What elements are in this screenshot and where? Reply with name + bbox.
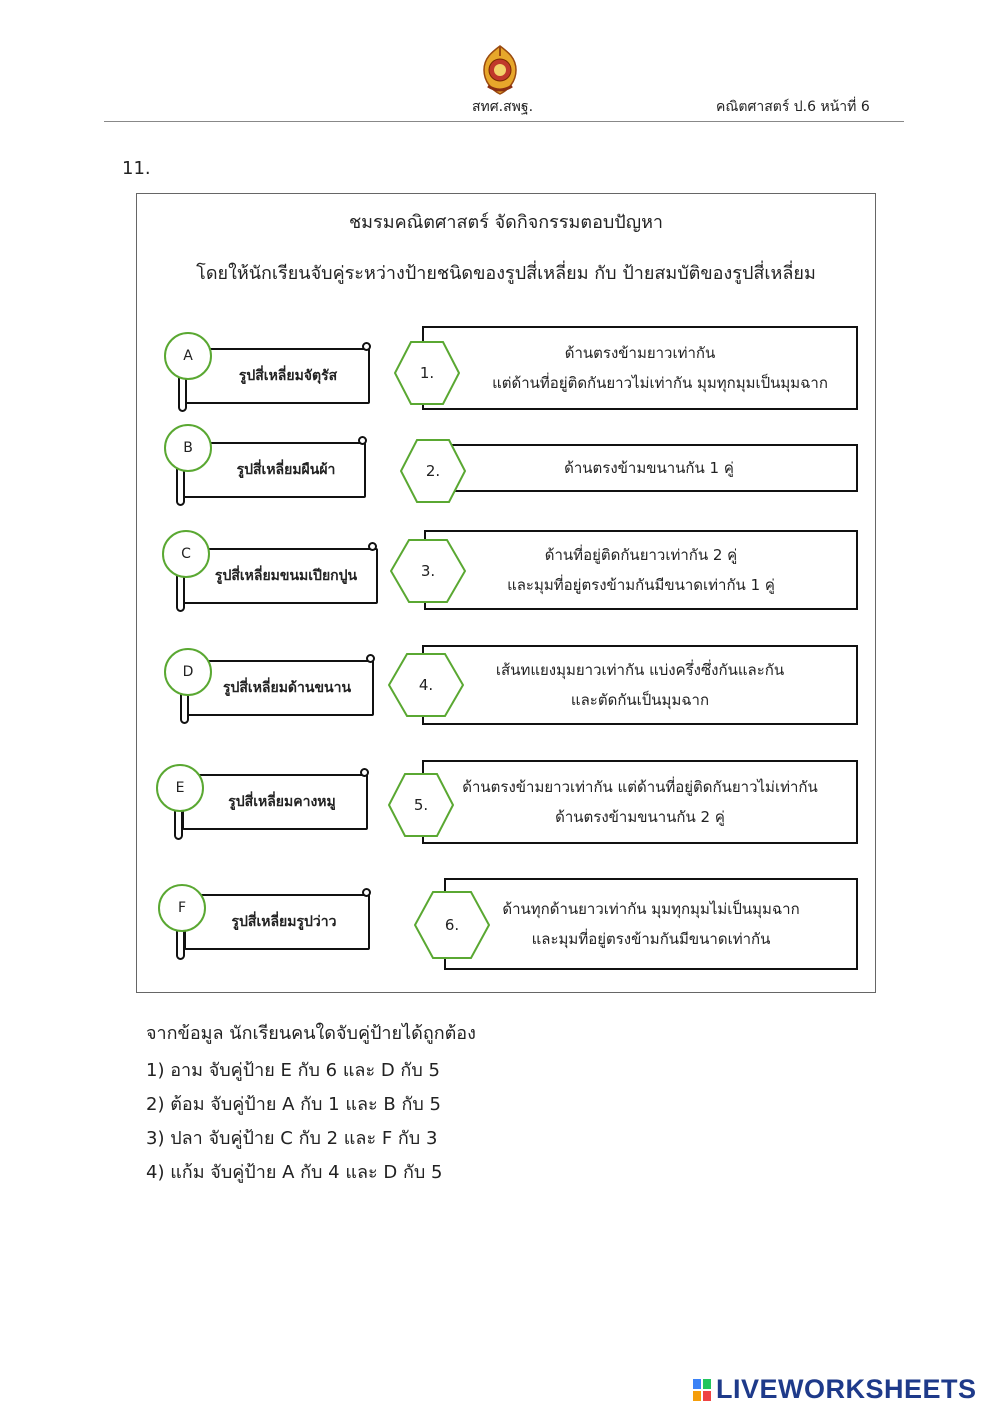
scroll-banner [186, 660, 374, 716]
hexagon-number: 5. [413, 796, 429, 814]
shape-name-label: รูปสี่เหลี่ยมขนมเปียกปูน [214, 568, 358, 584]
number-hexagon-3 [390, 538, 456, 604]
question-title-line1: ชมรมคณิตศาสตร์ จัดกิจกรรมตอบปัญหา [348, 212, 664, 233]
letter-circle: E [156, 764, 204, 812]
letter-circle: B [164, 424, 212, 472]
left-label-e [170, 772, 380, 844]
property-line2: แต่ด้านที่อยู่ติดกันยาวไม่เท่ากัน มุมทุกมุมเป็นมุมฉาก [492, 374, 828, 392]
property-box-2 [440, 444, 858, 492]
letter-circle: F [158, 884, 206, 932]
scroll-curl [358, 436, 367, 445]
liveworksheets-icon [692, 1378, 712, 1402]
shape-name-label: รูปสี่เหลี่ยมคางหมู [228, 794, 336, 810]
shape-name-label: รูปสี่เหลี่ยมรูปว่าว [231, 914, 337, 930]
scroll-curl [362, 342, 371, 351]
property-line1: ด้านตรงข้ามยาวเท่ากัน แต่ด้านที่อยู่ติดกันยาวไม่เท่ากัน [462, 778, 818, 796]
liveworksheets-wordmark: LIVEWORKSHEETS [716, 1374, 977, 1404]
property-line1: ด้านทุกด้านยาวเท่ากัน มุมทุกมุมไม่เป็นมุมฉาก [502, 900, 800, 918]
left-label-c [172, 544, 382, 616]
property-line1: ด้านที่อยู่ติดกันยาวเท่ากัน 2 คู่ [544, 546, 738, 564]
liveworksheets-logo [692, 1374, 977, 1405]
scroll-curl [368, 542, 377, 551]
answer-option-2[interactable]: 2) ต้อม จับคู่ป้าย A กับ 1 และ B กับ 5 [146, 1093, 441, 1115]
scroll-curl [360, 768, 369, 777]
property-line2: และตัดกันเป็นมุมฉาก [570, 691, 710, 709]
shape-name-label: รูปสี่เหลี่ยมด้านขนาน [222, 680, 352, 696]
hexagon-number: 6. [444, 916, 460, 934]
property-line1: ด้านตรงข้ามขนานกัน 1 คู่ [564, 459, 734, 477]
scroll-banner [182, 548, 378, 604]
school-emblem-logo [478, 44, 522, 96]
property-box-4 [422, 645, 858, 725]
hexagon-number: 1. [419, 364, 435, 382]
scroll-banner [182, 774, 368, 830]
letter-circle: A [164, 332, 212, 380]
hexagon-number: 2. [425, 462, 441, 480]
number-hexagon-2 [400, 438, 466, 504]
answer-option-3[interactable]: 3) ปลา จับคู่ป้าย C กับ 2 และ F กับ 3 [146, 1127, 438, 1149]
property-line2: ด้านตรงข้ามขนานกัน 2 คู่ [555, 808, 725, 826]
letter-circle: D [164, 648, 212, 696]
number-hexagon-6 [414, 890, 480, 956]
scroll-banner [184, 894, 370, 950]
answer-option-4[interactable]: 4) แก้ม จับคู่ป้าย A กับ 4 และ D กับ 5 [146, 1161, 443, 1183]
left-label-b [170, 434, 380, 506]
number-hexagon-5 [388, 772, 454, 838]
left-label-a [170, 340, 380, 412]
question-title-line2: โดยให้นักเรียนจับคู่ระหว่างป้ายชนิดของรูปสี่เหลี่ยม กับ ป้ายสมบัติของรูปสี่เหลี่ยม [196, 263, 816, 284]
answer-option-1[interactable]: 1) อาม จับคู่ป้าย E กับ 6 และ D กับ 5 [146, 1059, 440, 1081]
question-number: 11. [122, 158, 151, 179]
hexagon-number: 4. [418, 676, 434, 694]
scroll-curl [366, 654, 375, 663]
property-box-5 [422, 760, 858, 844]
number-hexagon-1 [394, 340, 460, 406]
property-box-3 [424, 530, 858, 610]
letter-circle: C [162, 530, 210, 578]
shape-name-label: รูปสี่เหลี่ยมผืนผ้า [236, 462, 336, 478]
property-line2: และมุมที่อยู่ตรงข้ามกันมีขนาดเท่ากัน 1 คู่ [507, 576, 775, 594]
property-line1: ด้านตรงข้ามยาวเท่ากัน [564, 344, 716, 362]
left-label-d [176, 658, 386, 730]
left-label-f [172, 892, 382, 964]
question-prompt: จากข้อมูล นักเรียนคนใดจับคู่ป้ายได้ถูกต้อง [146, 1023, 476, 1044]
header-divider [104, 121, 904, 122]
property-line2: และมุมที่อยู่ตรงข้ามกันมีขนาดเท่ากัน [531, 930, 771, 948]
scroll-curl [362, 888, 371, 897]
shape-name-label: รูปสี่เหลี่ยมจัตุรัส [238, 368, 338, 384]
property-box-6 [444, 878, 858, 970]
header-org: สทศ.สพฐ. [472, 99, 534, 115]
property-line1: เส้นทแยงมุมยาวเท่ากัน แบ่งครึ่งซึ่งกันและกัน [495, 661, 785, 679]
header-subject-page: คณิตศาสตร์ ป.6 หน้าที่ 6 [716, 99, 870, 115]
answer-options [146, 1052, 442, 1188]
hexagon-number: 3. [420, 562, 436, 580]
property-box-1 [422, 326, 858, 410]
number-hexagon-4 [388, 652, 454, 718]
